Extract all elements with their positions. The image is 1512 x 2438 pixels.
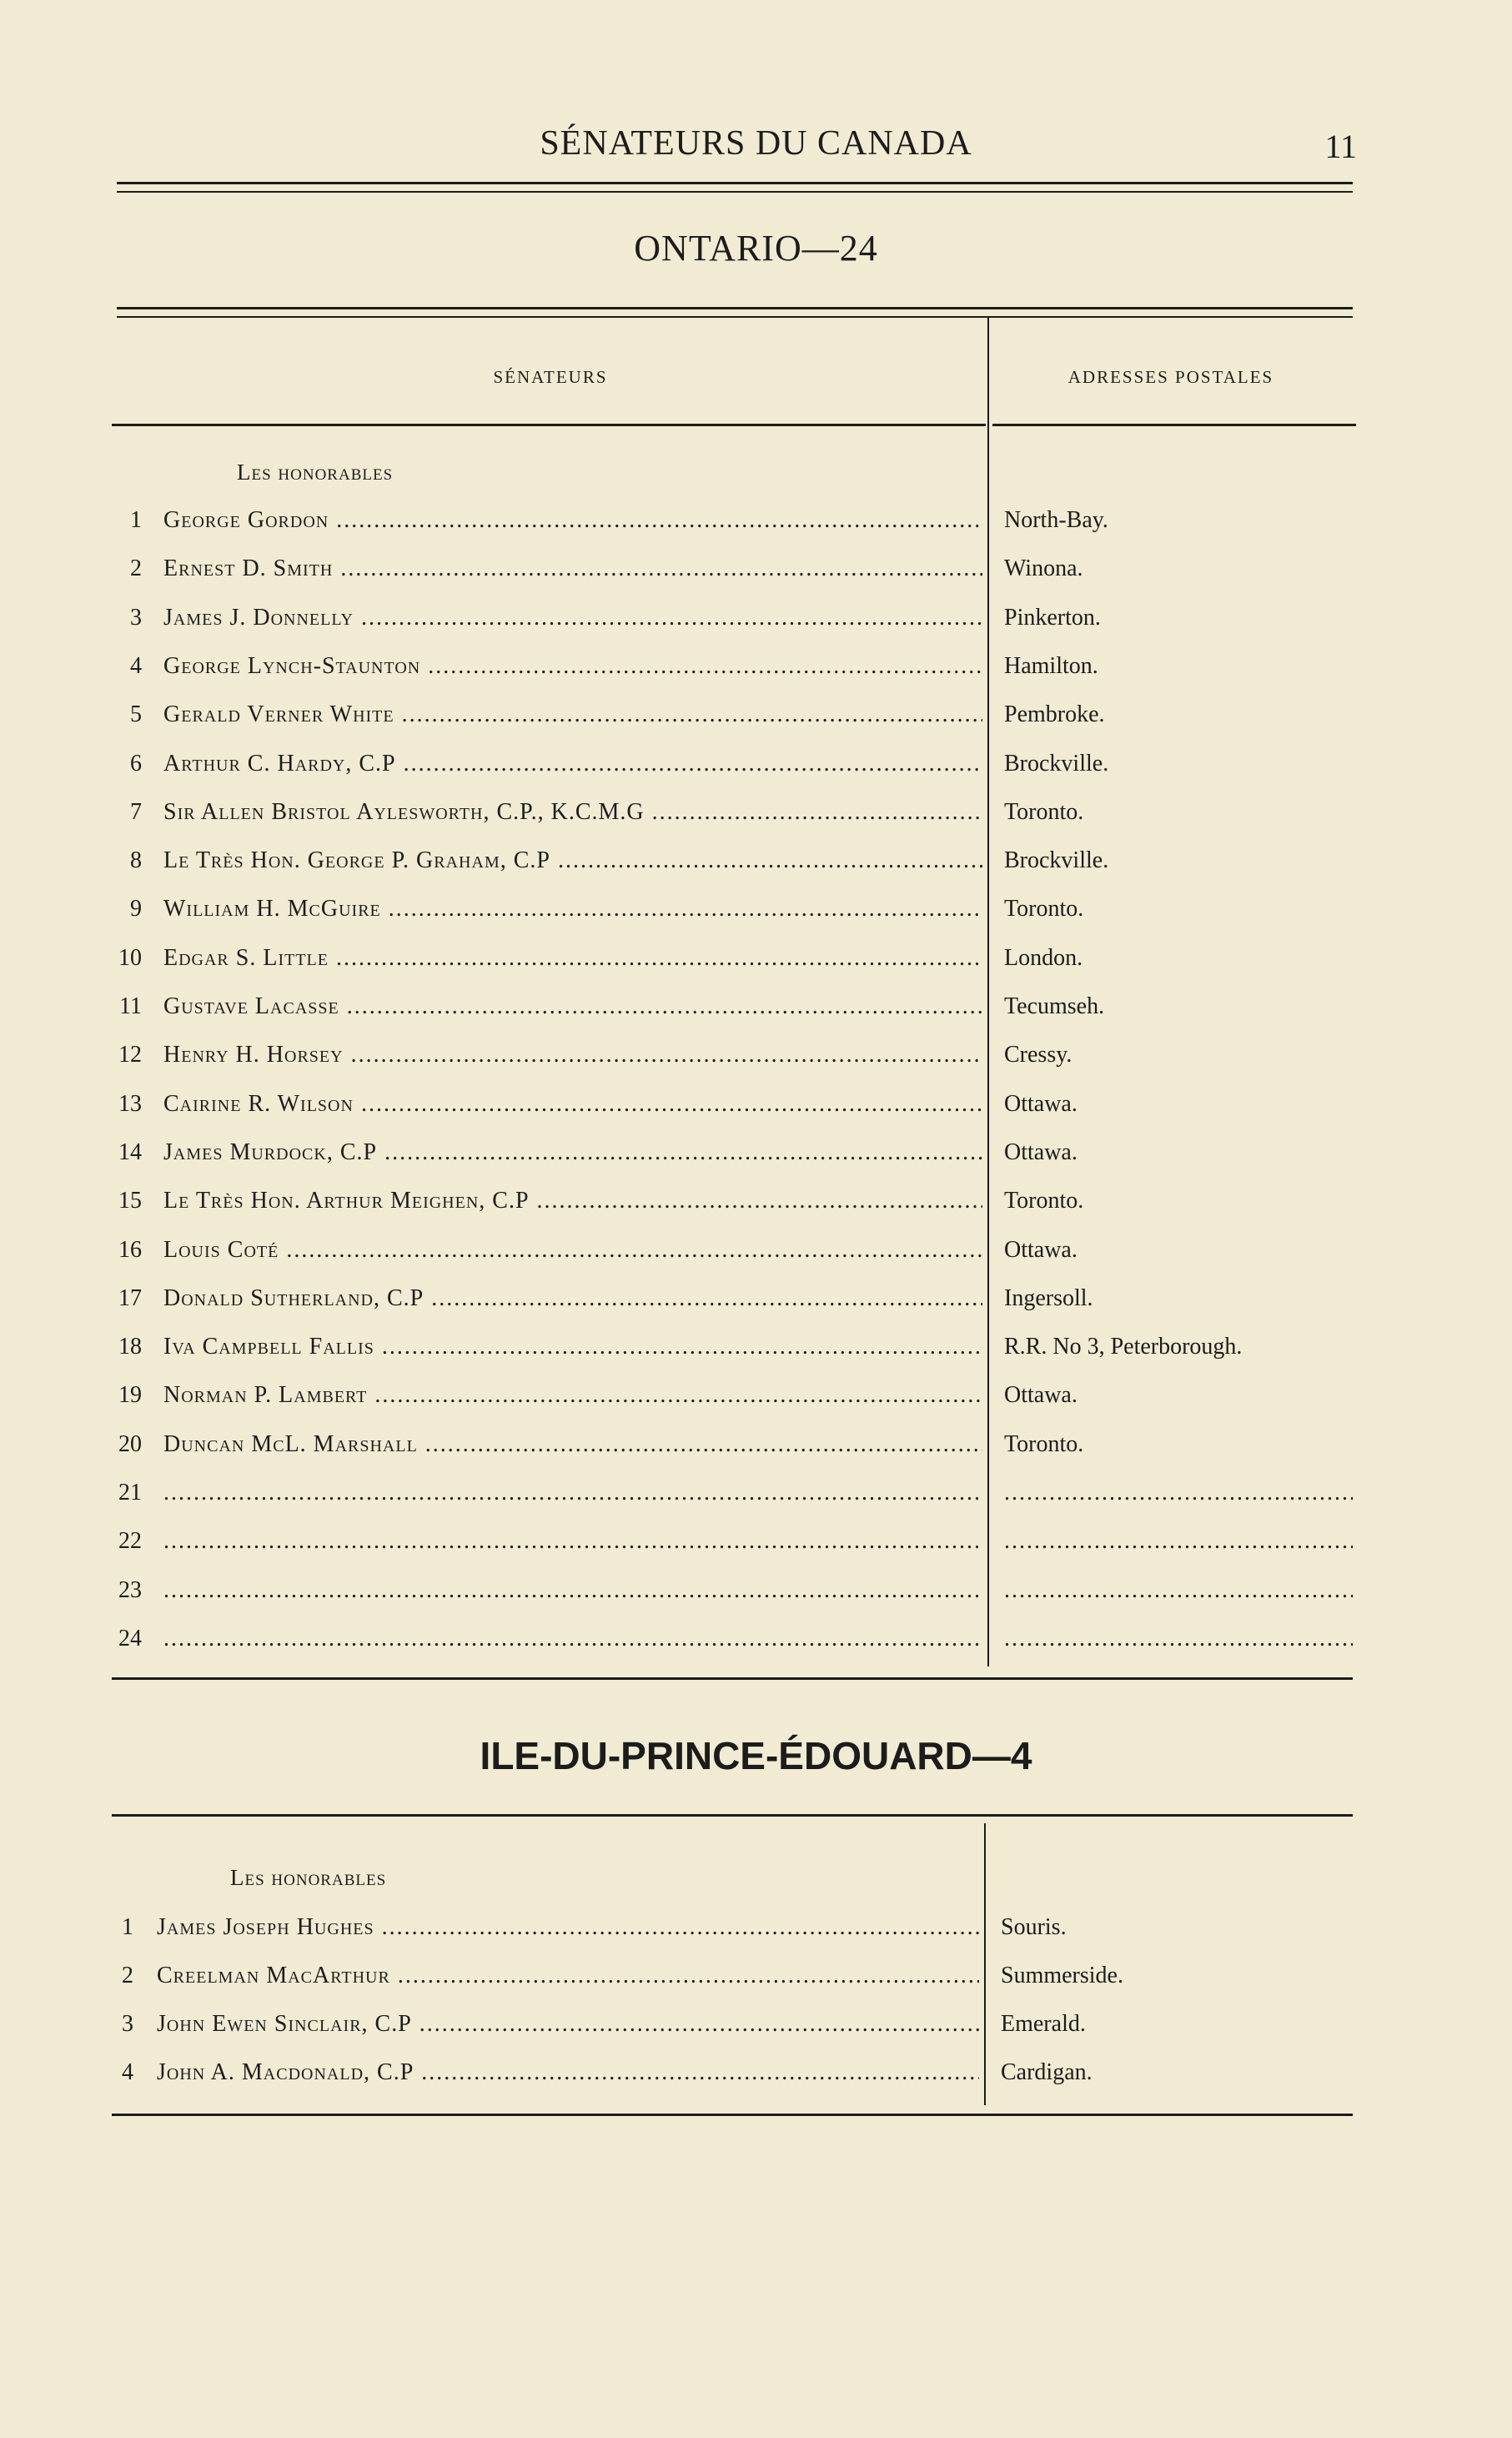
senator-address: Ottawa. <box>1004 1236 1077 1263</box>
senator-address: Toronto. <box>1004 1188 1084 1214</box>
senator-address: Ottawa. <box>1004 1139 1077 1165</box>
senator-address: Hamilton. <box>1004 652 1098 679</box>
senator-name: Iva Campbell Fallis ..... <box>163 1330 982 1364</box>
senator-number: 3 <box>130 604 142 631</box>
pei-top-rule <box>112 1814 1353 1817</box>
ontario-section-title: ONTARIO—24 <box>634 228 878 269</box>
senator-address <box>1004 1622 1353 1656</box>
senator-row <box>0 990 1512 1023</box>
senator-number: 5 <box>130 701 142 728</box>
senator-number: 15 <box>118 1188 142 1214</box>
senator-row <box>0 552 1512 586</box>
senator-name: Edgar S. Little ..... <box>163 942 982 975</box>
senator-number: 1 <box>130 507 142 533</box>
pei-honorables-label: Les honorables <box>230 1865 387 1890</box>
addresses-header-rule <box>992 424 1356 426</box>
senator-address: Ingersoll. <box>1004 1284 1093 1311</box>
senator-name: Norman P. Lambert ..... <box>163 1379 982 1412</box>
senator-row <box>0 796 1512 829</box>
senator-address: Ottawa. <box>1004 1090 1077 1117</box>
senator-row <box>0 1088 1512 1121</box>
column-header-senators: SÉNATEURS <box>493 367 608 387</box>
senator-row <box>0 1330 1512 1364</box>
senator-address: London. <box>1004 944 1083 971</box>
senator-address: Cressy. <box>1004 1042 1072 1068</box>
senator-row <box>0 942 1512 975</box>
ontario-top-rule <box>117 307 1353 318</box>
running-header-title: SÉNATEURS DU CANADA <box>540 124 972 163</box>
senator-row <box>0 1428 1512 1461</box>
senator-name <box>163 1574 982 1607</box>
ontario-bottom-rule <box>112 1677 1353 1680</box>
senator-name: Henry H. Horsey ..... <box>163 1038 982 1072</box>
senator-number: 11 <box>119 993 142 1019</box>
senator-row <box>0 1622 1512 1656</box>
senator-address: Toronto. <box>1004 896 1084 922</box>
senator-number: 1 <box>122 1914 133 1940</box>
senator-number: 10 <box>118 944 142 971</box>
header-double-rule <box>117 182 1353 193</box>
senator-address: Pinkerton. <box>1004 604 1101 631</box>
senator-number: 3 <box>122 2011 133 2037</box>
senator-number: 4 <box>130 652 142 679</box>
senator-row <box>0 2008 1512 2041</box>
senator-number: 19 <box>118 1382 142 1409</box>
senator-number: 22 <box>118 1528 142 1555</box>
senator-address: Summerside. <box>1001 1963 1123 1988</box>
senator-name: James J. Donnelly ..... <box>163 601 982 635</box>
senator-name <box>163 1525 982 1558</box>
senator-address: North-Bay. <box>1004 507 1108 533</box>
senator-row <box>0 1959 1512 1993</box>
senator-name: Arthur C. Hardy, C.P ..... <box>163 747 982 781</box>
senator-number: 4 <box>122 2059 133 2085</box>
senator-number: 18 <box>118 1334 142 1360</box>
senator-name: Gustave Lacasse ..... <box>163 990 982 1023</box>
senator-number: 14 <box>118 1139 142 1165</box>
senator-row <box>0 1574 1512 1607</box>
senator-number: 2 <box>122 1963 133 1988</box>
senator-name: Gerald Verner White ..... <box>163 698 982 731</box>
senator-name: Le Très Hon. Arthur Meighen, C.P ..... <box>163 1184 982 1218</box>
senator-name: George Lynch-Staunton ..... <box>163 650 982 683</box>
senator-address: Brockville. <box>1004 750 1109 777</box>
senator-row <box>0 747 1512 781</box>
senator-address: R.R. No 3, Peterborough. <box>1004 1334 1243 1360</box>
senator-number: 21 <box>118 1480 142 1506</box>
senator-row <box>0 1184 1512 1218</box>
senator-name <box>163 1476 982 1510</box>
senator-row <box>0 1282 1512 1315</box>
senator-address: Souris. <box>1001 1914 1067 1940</box>
senator-address <box>1004 1574 1353 1607</box>
senator-name: Donald Sutherland, C.P ..... <box>163 1282 982 1315</box>
senator-address <box>1004 1525 1353 1558</box>
senator-name: John Ewen Sinclair, C.P ..... <box>157 2008 979 2041</box>
senator-number: 13 <box>118 1090 142 1117</box>
column-header-addresses: ADRESSES POSTALES <box>1067 367 1274 387</box>
senator-address: Brockville. <box>1004 847 1109 874</box>
senator-name: Sir Allen Bristol Aylesworth, C.P., K.C.M.G ..... <box>163 796 982 829</box>
senators-header-rule <box>112 424 986 426</box>
senator-row <box>0 698 1512 731</box>
senator-number: 23 <box>118 1576 142 1603</box>
senator-number: 12 <box>118 1042 142 1068</box>
pei-bottom-rule <box>112 2114 1353 2116</box>
senator-row <box>0 892 1512 926</box>
senator-name: Creelman MacArthur ..... <box>157 1959 979 1993</box>
senator-address: Pembroke. <box>1004 701 1105 728</box>
senator-number: 20 <box>118 1430 142 1457</box>
senator-number: 16 <box>118 1236 142 1263</box>
senator-name: George Gordon ..... <box>163 504 982 537</box>
senator-address: Cardigan. <box>1001 2059 1093 2085</box>
senator-name: John A. Macdonald, C.P ..... <box>157 2056 979 2089</box>
senator-address: Emerald. <box>1001 2011 1086 2037</box>
senator-name: Cairine R. Wilson ..... <box>163 1088 982 1121</box>
senator-row <box>0 1379 1512 1412</box>
senator-name <box>163 1622 982 1656</box>
senator-row <box>0 2056 1512 2089</box>
ontario-honorables-label: Les honorables <box>237 460 394 485</box>
senator-row <box>0 844 1512 877</box>
senator-address: Toronto. <box>1004 1430 1084 1457</box>
senator-name: James Joseph Hughes ..... <box>157 1911 979 1944</box>
senator-row <box>0 1476 1512 1510</box>
senator-row <box>0 1911 1512 1944</box>
senator-number: 24 <box>118 1625 142 1651</box>
senator-name: James Murdock, C.P ..... <box>163 1136 982 1169</box>
senator-name: William H. McGuire ..... <box>163 892 982 926</box>
senator-row <box>0 1234 1512 1267</box>
senator-number: 6 <box>130 750 142 777</box>
senator-row <box>0 650 1512 683</box>
senator-address: Winona. <box>1004 555 1083 582</box>
senator-row <box>0 1136 1512 1169</box>
senator-name: Duncan McL. Marshall ..... <box>163 1428 982 1461</box>
senator-address: Toronto. <box>1004 798 1084 825</box>
senator-name: Ernest D. Smith ..... <box>163 552 982 586</box>
senator-row <box>0 601 1512 635</box>
page-number: 11 <box>1324 128 1357 165</box>
senator-name: Le Très Hon. George P. Graham, C.P ..... <box>163 844 982 877</box>
senator-address <box>1004 1476 1353 1510</box>
senator-number: 9 <box>130 896 142 922</box>
senator-address: Tecumseh. <box>1004 993 1105 1019</box>
senator-number: 2 <box>130 555 142 582</box>
senator-row <box>0 1525 1512 1558</box>
senator-row <box>0 1038 1512 1072</box>
senator-row <box>0 504 1512 537</box>
senator-name: Louis Coté ..... <box>163 1234 982 1267</box>
senator-number: 7 <box>130 798 142 825</box>
senator-number: 17 <box>118 1284 142 1311</box>
senator-address: Ottawa. <box>1004 1382 1077 1409</box>
pei-section-title: ILE-DU-PRINCE-ÉDOUARD—4 <box>480 1734 1032 1777</box>
senator-number: 8 <box>130 847 142 874</box>
